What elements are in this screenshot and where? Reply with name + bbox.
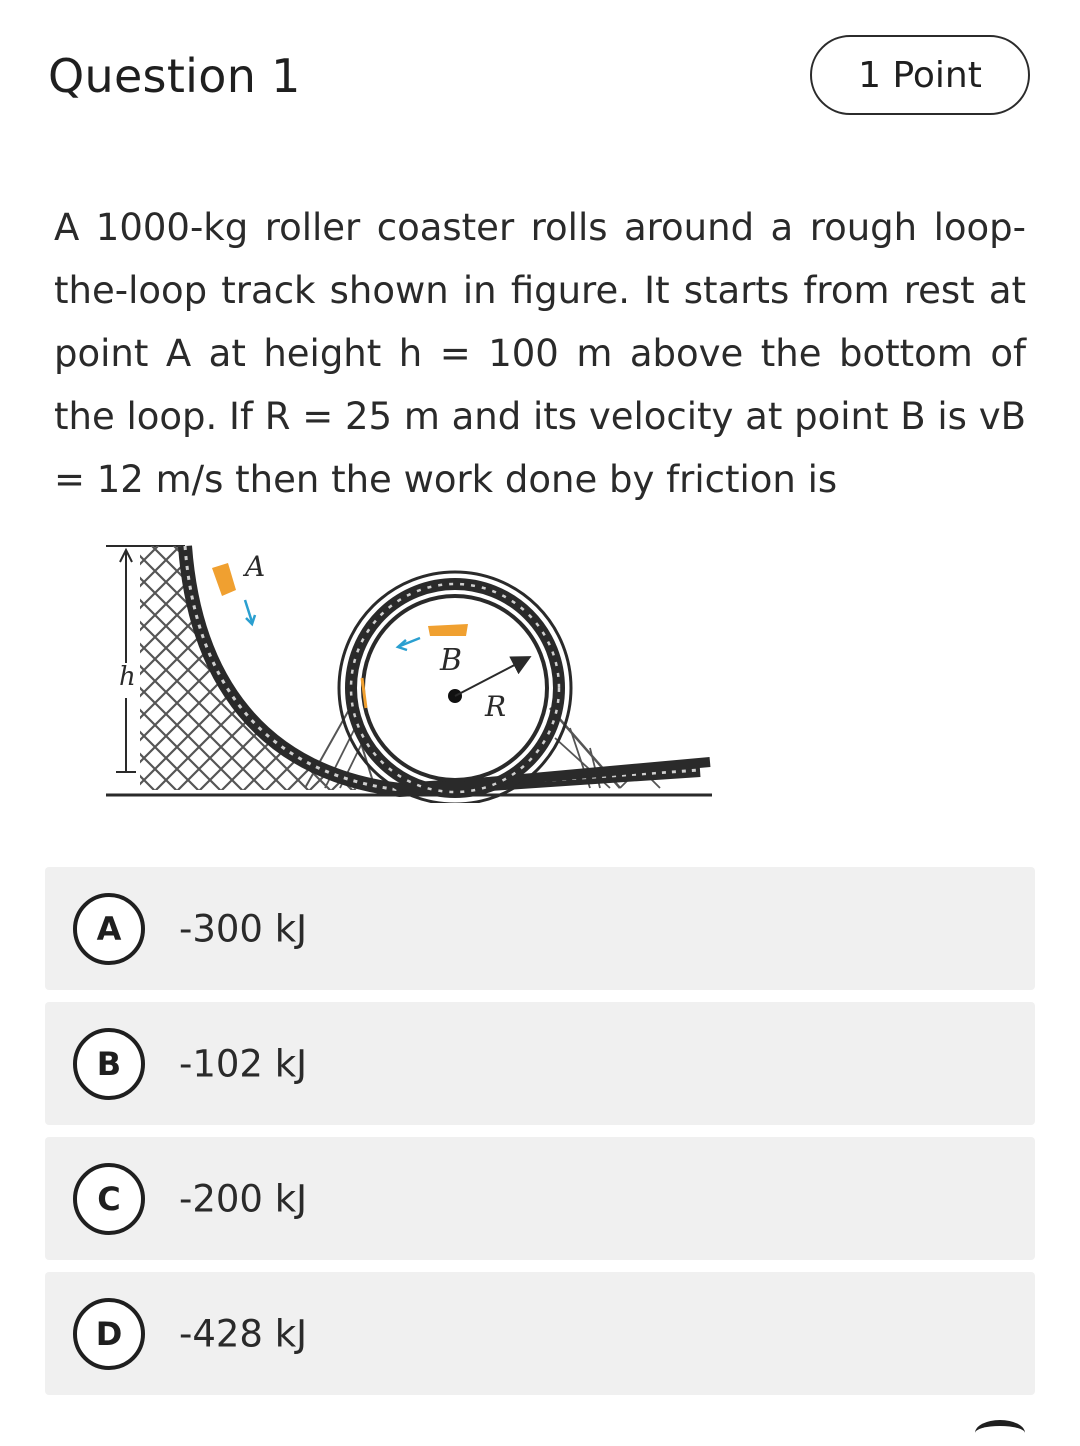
scroll-indicator <box>975 1420 1025 1446</box>
coaster-car-a <box>212 563 236 596</box>
option-text: -300 kJ <box>179 907 308 950</box>
option-letter-badge: D <box>73 1298 145 1370</box>
answer-options <box>45 867 1035 1407</box>
hill-lattice <box>140 546 370 796</box>
label-b: B <box>440 643 463 678</box>
question-text: A 1000-kg roller coaster rolls around a rough loop-the-loop track shown in figure. It starts from rest at point A at height h = 100 m above the bottom of the loop. If R = 25 m and its velocity at point B is vB = 12 m/s then the work done by friction is <box>54 206 1026 501</box>
label-h: h <box>119 662 136 692</box>
roller-coaster-figure <box>100 538 720 803</box>
roller-coaster-diagram <box>100 538 720 803</box>
option-text: -102 kJ <box>179 1042 308 1085</box>
option-text: -428 kJ <box>179 1312 308 1355</box>
question-title: Question 1 <box>48 49 301 103</box>
option-letter-badge: B <box>73 1028 145 1100</box>
option-c[interactable] <box>45 1137 1035 1260</box>
label-r: R <box>485 690 507 723</box>
option-d[interactable] <box>45 1272 1035 1395</box>
option-letter-badge: A <box>73 893 145 965</box>
option-b[interactable] <box>45 1002 1035 1125</box>
coaster-car-b <box>428 624 468 636</box>
option-text: -200 kJ <box>179 1177 308 1220</box>
label-a: A <box>245 550 266 583</box>
option-letter-badge: C <box>73 1163 145 1235</box>
option-a[interactable] <box>45 867 1035 990</box>
points-badge: 1 Point <box>810 35 1030 115</box>
question-header <box>0 0 1080 150</box>
